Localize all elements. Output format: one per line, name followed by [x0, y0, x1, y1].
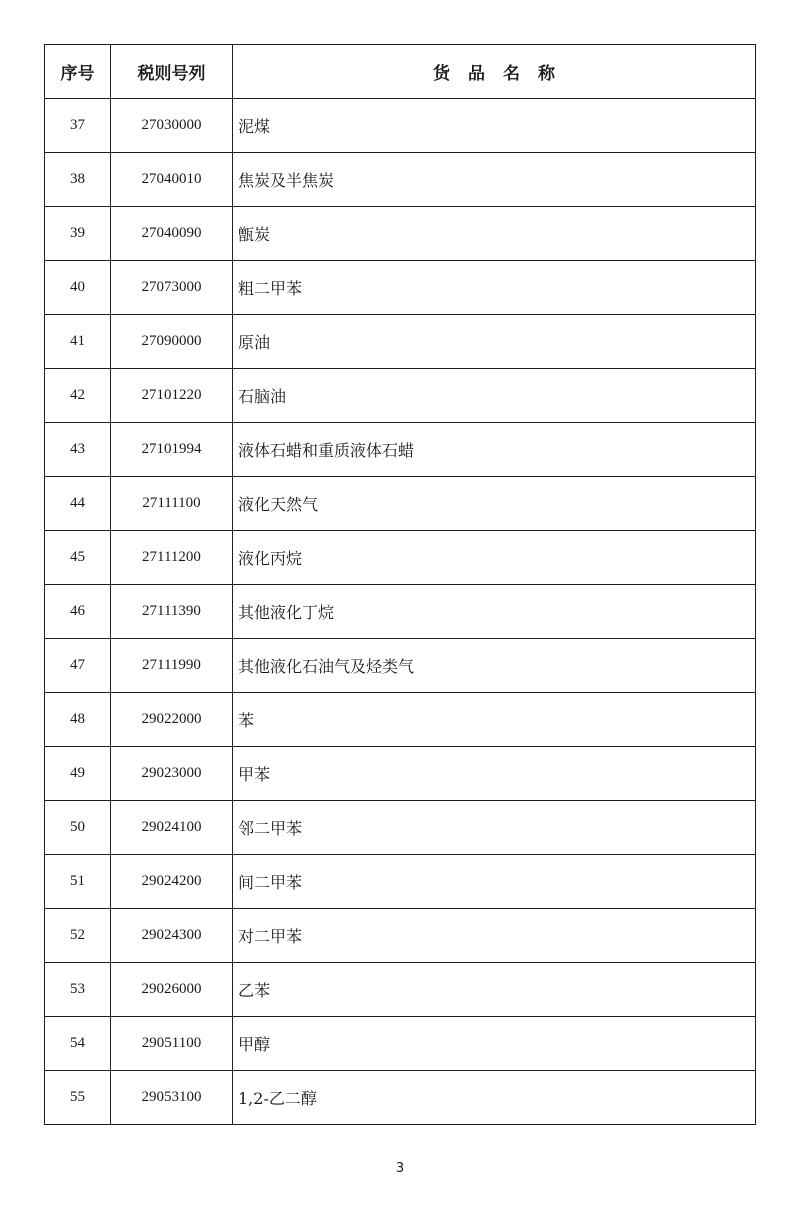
row-seq: 46 [45, 585, 111, 639]
row-seq: 52 [45, 909, 111, 963]
row-tariff-code: 29024200 [111, 855, 233, 909]
header-seq: 序号 [45, 45, 111, 99]
row-tariff-code: 29024100 [111, 801, 233, 855]
table-row [45, 423, 756, 477]
table-row [45, 531, 756, 585]
row-goods-name: 液化丙烷 [233, 531, 756, 585]
row-goods-name: 液化天然气 [233, 477, 756, 531]
row-goods-name: 原油 [233, 315, 756, 369]
table-row [45, 909, 756, 963]
row-tariff-code: 27030000 [111, 99, 233, 153]
row-tariff-code: 27111390 [111, 585, 233, 639]
table-row [45, 207, 756, 261]
row-seq: 40 [45, 261, 111, 315]
row-goods-name: 粗二甲苯 [233, 261, 756, 315]
row-seq: 47 [45, 639, 111, 693]
table-row [45, 855, 756, 909]
row-tariff-code: 29053100 [111, 1071, 233, 1125]
table-row [45, 801, 756, 855]
row-seq: 45 [45, 531, 111, 585]
row-goods-name: 焦炭及半焦炭 [233, 153, 756, 207]
table-row [45, 693, 756, 747]
row-goods-name: 邻二甲苯 [233, 801, 756, 855]
table-row [45, 639, 756, 693]
header-name: 货品名称 [233, 45, 756, 99]
row-seq: 51 [45, 855, 111, 909]
row-goods-name: 石脑油 [233, 369, 756, 423]
row-goods-name: 其他液化丁烷 [233, 585, 756, 639]
row-tariff-code: 27090000 [111, 315, 233, 369]
page-number: 3 [395, 1161, 405, 1176]
table-row [45, 153, 756, 207]
row-tariff-code: 27101994 [111, 423, 233, 477]
row-goods-name: 甑炭 [233, 207, 756, 261]
table-row [45, 585, 756, 639]
row-seq: 41 [45, 315, 111, 369]
row-seq: 39 [45, 207, 111, 261]
row-seq: 44 [45, 477, 111, 531]
table-body [45, 99, 756, 1125]
table-row [45, 369, 756, 423]
row-tariff-code: 27111990 [111, 639, 233, 693]
row-seq: 50 [45, 801, 111, 855]
header-code: 税则号列 [111, 45, 233, 99]
table-row [45, 747, 756, 801]
row-seq: 48 [45, 693, 111, 747]
row-goods-name: 1,2-乙二醇 [233, 1071, 756, 1125]
row-seq: 38 [45, 153, 111, 207]
table-row [45, 261, 756, 315]
row-goods-name: 对二甲苯 [233, 909, 756, 963]
row-goods-name: 间二甲苯 [233, 855, 756, 909]
row-goods-name: 乙苯 [233, 963, 756, 1017]
row-tariff-code: 29051100 [111, 1017, 233, 1071]
row-goods-name: 苯 [233, 693, 756, 747]
row-tariff-code: 29024300 [111, 909, 233, 963]
row-tariff-code: 27111200 [111, 531, 233, 585]
row-tariff-code: 29022000 [111, 693, 233, 747]
row-goods-name: 甲苯 [233, 747, 756, 801]
row-seq: 49 [45, 747, 111, 801]
row-goods-name: 甲醇 [233, 1017, 756, 1071]
header-row [45, 45, 756, 99]
row-goods-name: 液体石蜡和重质液体石蜡 [233, 423, 756, 477]
table-row [45, 477, 756, 531]
row-seq: 54 [45, 1017, 111, 1071]
tariff-table [44, 44, 756, 1125]
row-seq: 37 [45, 99, 111, 153]
table-row [45, 963, 756, 1017]
row-goods-name: 泥煤 [233, 99, 756, 153]
row-seq: 42 [45, 369, 111, 423]
row-seq: 55 [45, 1071, 111, 1125]
row-seq: 53 [45, 963, 111, 1017]
row-seq: 43 [45, 423, 111, 477]
table-header [45, 45, 756, 99]
table-row [45, 315, 756, 369]
table-row [45, 1071, 756, 1125]
row-tariff-code: 27040090 [111, 207, 233, 261]
row-tariff-code: 27040010 [111, 153, 233, 207]
row-tariff-code: 27101220 [111, 369, 233, 423]
table-row [45, 99, 756, 153]
row-tariff-code: 29026000 [111, 963, 233, 1017]
row-tariff-code: 29023000 [111, 747, 233, 801]
row-goods-name: 其他液化石油气及烃类气 [233, 639, 756, 693]
table-row [45, 1017, 756, 1071]
row-tariff-code: 27111100 [111, 477, 233, 531]
row-tariff-code: 27073000 [111, 261, 233, 315]
